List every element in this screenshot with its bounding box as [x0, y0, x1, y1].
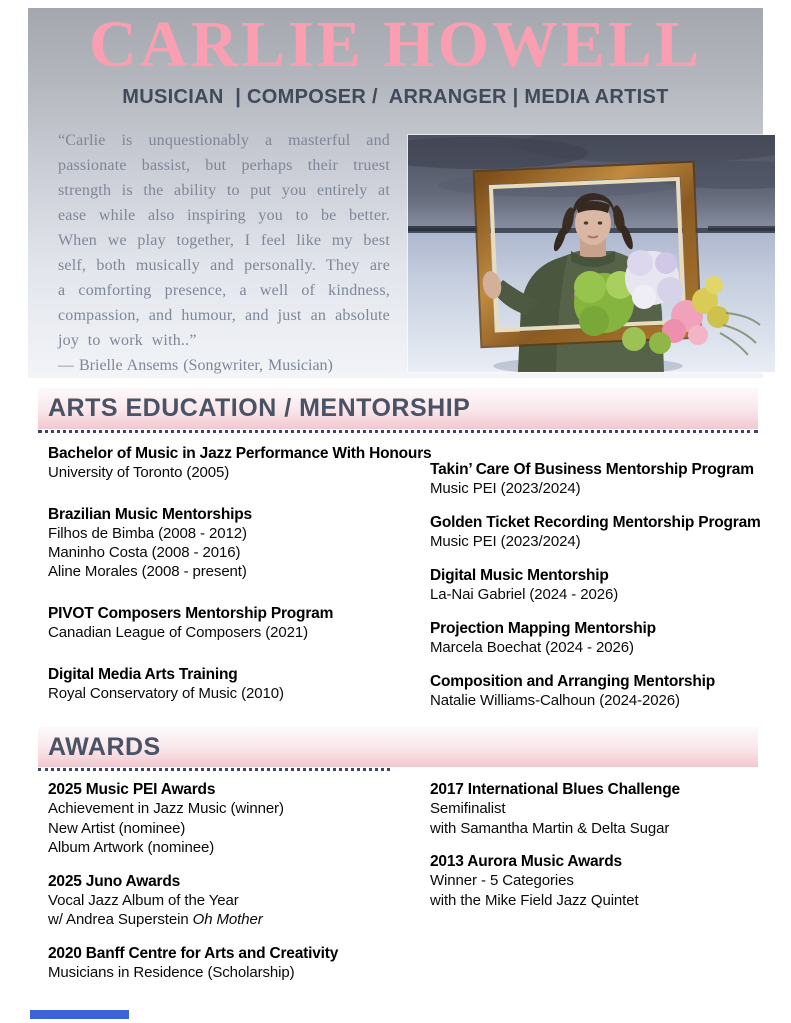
entry-line: Vocal Jazz Album of the Year	[48, 891, 239, 909]
entry-line: Musicians in Residence (Scholarship)	[48, 963, 295, 981]
footer-accent-bar	[30, 1010, 129, 1019]
entry-group	[430, 672, 760, 710]
entry-heading: Digital Media Arts Training	[48, 666, 238, 683]
entry-heading: 2017 International Blues Challenge	[430, 781, 680, 798]
entry-line: Natalie Williams-Calhoun (2024-2026)	[430, 692, 680, 709]
testimonial-quote: “Carlie is unquestionably a masterful and passionate bassist, but perhaps their truest strength is the ability to put you entirely at ease while also inspiring you to be better. When we play together, I feel like my best self, both musically and personally. They are a comforting presence, a well of kindness, compassion, and humour, and just an absolute joy to work with..”	[58, 132, 390, 349]
entry-group	[430, 566, 760, 604]
entry-group	[430, 619, 760, 657]
entry-line: Royal Conservatory of Music (2010)	[48, 685, 284, 702]
entry-line: Aline Morales (2008 - present)	[48, 563, 247, 580]
entry-line: Semifinalist	[430, 800, 506, 817]
entry-line-italic: Oh Mother	[192, 911, 263, 928]
page-title: CARLIE HOWELL	[89, 8, 702, 81]
entry-line: with the Mike Field Jazz Quintet	[430, 891, 639, 909]
entry-line: University of Toronto (2005)	[48, 464, 230, 481]
entry-heading: PIVOT Composers Mentorship Program	[48, 605, 334, 622]
entry-heading: Brazilian Music Mentorships	[48, 506, 252, 523]
entry-heading: 2025 Music PEI Awards	[48, 781, 216, 798]
section-header-awards	[38, 727, 758, 767]
entry-group	[48, 872, 430, 930]
awards-column-left	[48, 780, 430, 996]
section-header-arts-education	[38, 388, 758, 429]
arts-education-column-right	[430, 444, 760, 726]
entry-heading: 2025 Juno Awards	[48, 872, 181, 890]
entry-line: Music PEI (2023/2024)	[430, 533, 581, 550]
entry-line: w/ Andrea Superstein Oh Mother	[48, 911, 263, 928]
entry-line: Canadian League of Composers (2021)	[48, 624, 309, 641]
entry-heading: Golden Ticket Recording Mentorship Program	[430, 514, 761, 531]
entry-line: Winner - 5 Categories	[430, 872, 574, 889]
entry-group	[430, 780, 760, 838]
entry-heading: Composition and Arranging Mentorship	[430, 673, 715, 690]
entry-line: with Samantha Martin & Delta Sugar	[430, 819, 670, 837]
entry-group	[48, 444, 430, 482]
page-subtitle: MUSICIAN | COMPOSER / ARRANGER | MEDIA ARTIST	[122, 86, 669, 108]
awards-column-right	[430, 780, 760, 996]
entry-line: Album Artwork (nominee)	[48, 839, 215, 856]
entry-group	[48, 944, 430, 983]
entry-group	[48, 665, 430, 703]
divider-dotted-arts-education	[38, 430, 758, 433]
entry-heading: Bachelor of Music in Jazz Performance With Honours	[48, 445, 432, 462]
entry-line: Achievement in Jazz Music (winner)	[48, 800, 284, 817]
entry-line: New Artist (nominee)	[48, 819, 186, 837]
quote-attribution: — Brielle Ansems (Songwriter, Musician)	[58, 357, 333, 374]
entry-group	[48, 604, 430, 642]
section-title-awards: AWARDS	[48, 733, 161, 761]
arts-education-column-left	[48, 444, 430, 726]
entry-heading: Projection Mapping Mentorship	[430, 620, 656, 637]
header-panel	[28, 8, 763, 378]
entry-group	[48, 780, 430, 858]
entry-line: Filhos de Bimba (2008 - 2012)	[48, 525, 247, 542]
divider-dotted-awards	[38, 768, 390, 771]
entry-heading: 2020 Banff Centre for Arts and Creativity	[48, 944, 339, 962]
entry-group	[430, 852, 760, 910]
entry-line: Music PEI (2023/2024)	[430, 480, 581, 497]
awards-content	[48, 780, 760, 996]
entry-line: La-Nai Gabriel (2024 - 2026)	[430, 586, 619, 603]
section-title-arts-education: ARTS EDUCATION / MENTORSHIP	[48, 394, 471, 422]
arts-education-content	[48, 444, 760, 726]
portrait-photo	[408, 135, 775, 372]
entry-group	[430, 513, 760, 551]
entry-heading: Digital Music Mentorship	[430, 567, 609, 584]
testimonial-block	[58, 128, 390, 378]
entry-heading: Takin’ Care Of Business Mentorship Program	[430, 461, 754, 478]
entry-line: Marcela Boechat (2024 - 2026)	[430, 639, 634, 656]
entry-group	[48, 505, 430, 581]
entry-group	[430, 460, 760, 498]
entry-heading: 2013 Aurora Music Awards	[430, 853, 622, 870]
entry-line: Maninho Costa (2008 - 2016)	[48, 544, 241, 561]
